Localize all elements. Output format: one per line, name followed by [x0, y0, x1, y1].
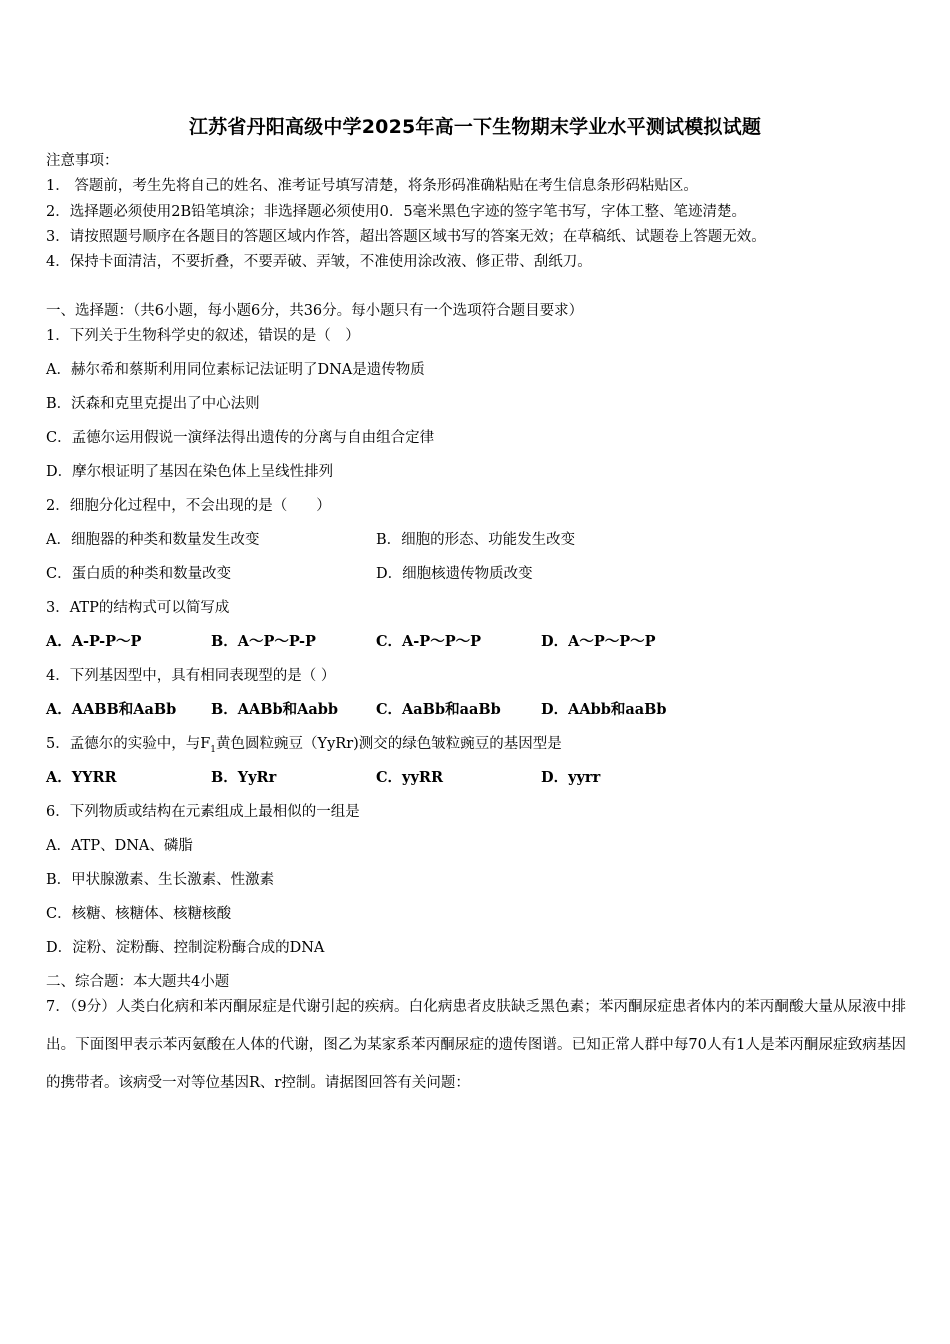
q4-stem: 4．下列基因型中，具有相同表现型的是（ ）: [46, 668, 336, 684]
q4-option-a: A．AABB和AaBb: [46, 701, 177, 718]
q5-stem: 5．孟德尔的实验中，与$F_1$黄色圆粒豌豆（YyRr)测交的绿色皱粒豌豆的基因型是: [46, 736, 562, 755]
q2-stem: 2．细胞分化过程中，不会出现的是（ ）: [46, 498, 331, 514]
q4-option-d: D．AAbb和aaBb: [541, 701, 667, 718]
section-1-heading: 一、选择题：（共6小题，每小题6分，共36分。每小题只有一个选项符合题目要求）: [46, 303, 584, 319]
q2-option-d: D．细胞核遗传物质改变: [376, 566, 533, 582]
notice-item-1: 1． 答题前，考生先将自己的姓名、准考证号填写清楚，将条形码准确粘贴在考生信息条形码粘贴区。: [46, 178, 698, 194]
q5-option-a: A．YYRR: [46, 769, 117, 786]
q2-option-c: C．蛋白质的种类和数量改变: [46, 566, 232, 582]
q6-option-a: A．ATP、DNA、磷脂: [46, 838, 193, 854]
q6-stem: 6．下列物质或结构在元素组成上最相似的一组是: [46, 804, 360, 820]
q6-option-d: D．淀粉、淀粉酶、控制淀粉酶合成的DNA: [46, 940, 325, 956]
q3-option-a: A．A-P-P～P: [46, 633, 142, 650]
q6-option-b: B．甲状腺激素、生长激素、性激素: [46, 872, 275, 888]
q1-option-d: D．摩尔根证明了基因在染色体上呈线性排列: [46, 464, 334, 480]
q4-option-c: C．AaBb和aaBb: [376, 701, 501, 718]
q3-option-b: B．A～P～P-P: [211, 633, 316, 650]
q1-option-b: B．沃森和克里克提出了中心法则: [46, 396, 260, 412]
notice-heading: 注意事项：: [46, 153, 119, 169]
q5-option-b: B．YyRr: [211, 769, 277, 786]
q5-option-d: D．yyrr: [541, 769, 601, 786]
page-title: 江苏省丹阳高级中学2025年高一下生物期末学业水平测试模拟试题: [188, 116, 762, 138]
q3-option-d: D．A～P～P～P: [541, 633, 656, 650]
q1-option-c: C．孟德尔运用假说一演绎法得出遗传的分离与自由组合定律: [46, 430, 435, 446]
q2-option-a: A．细胞器的种类和数量发生改变: [46, 532, 260, 548]
q1-option-a: A．赫尔希和蔡斯利用同位素标记法证明了DNA是遗传物质: [46, 362, 425, 378]
q3-option-c: C．A-P～P～P: [376, 633, 482, 650]
section-2-heading: 二、综合题：本大题共4小题: [46, 974, 230, 990]
q3-stem: 3．ATP的结构式可以简写成: [46, 600, 230, 616]
notice-item-3: 3．请按照题号顺序在各题目的答题区域内作答，超出答题区域书写的答案无效；在草稿纸、试题卷上答题无效。: [46, 229, 766, 245]
q6-option-c: C．核糖、核糖体、核糖核酸: [46, 906, 232, 922]
q2-option-b: B．细胞的形态、功能发生改变: [376, 532, 576, 548]
notice-item-4: 4．保持卡面清洁，不要折叠，不要弄破、弄皱，不准使用涂改液、修正带、刮纸刀。: [46, 254, 592, 270]
q1-stem: 1．下列关于生物科学史的叙述，错误的是（ ）: [46, 328, 360, 344]
q5-option-c: C．yyRR: [376, 769, 443, 786]
q4-option-b: B．AABb和Aabb: [211, 701, 339, 718]
notice-item-2: 2．选择题必须使用2B铅笔填涂；非选择题必须使用0．5毫米黑色字迹的签字笔书写，字体工整、笔迹清楚。: [46, 204, 747, 220]
q7-text: 7．（9分）人类白化病和苯丙酮尿症是代谢引起的疾病。白化病患者皮肤缺乏黑色素；苯丙酮尿症患者体内的苯丙酮酸大量从尿液中排出。下面图甲表示苯丙氨酸在人体的代谢，图乙为某家系苯丙酮尿症的遗传图谱。已知正常人群中每70人有1人是苯丙酮尿症致病基因的携带者。该病受一对等位基因R、r控制。请据图回答有关问题：: [46, 999, 906, 1091]
